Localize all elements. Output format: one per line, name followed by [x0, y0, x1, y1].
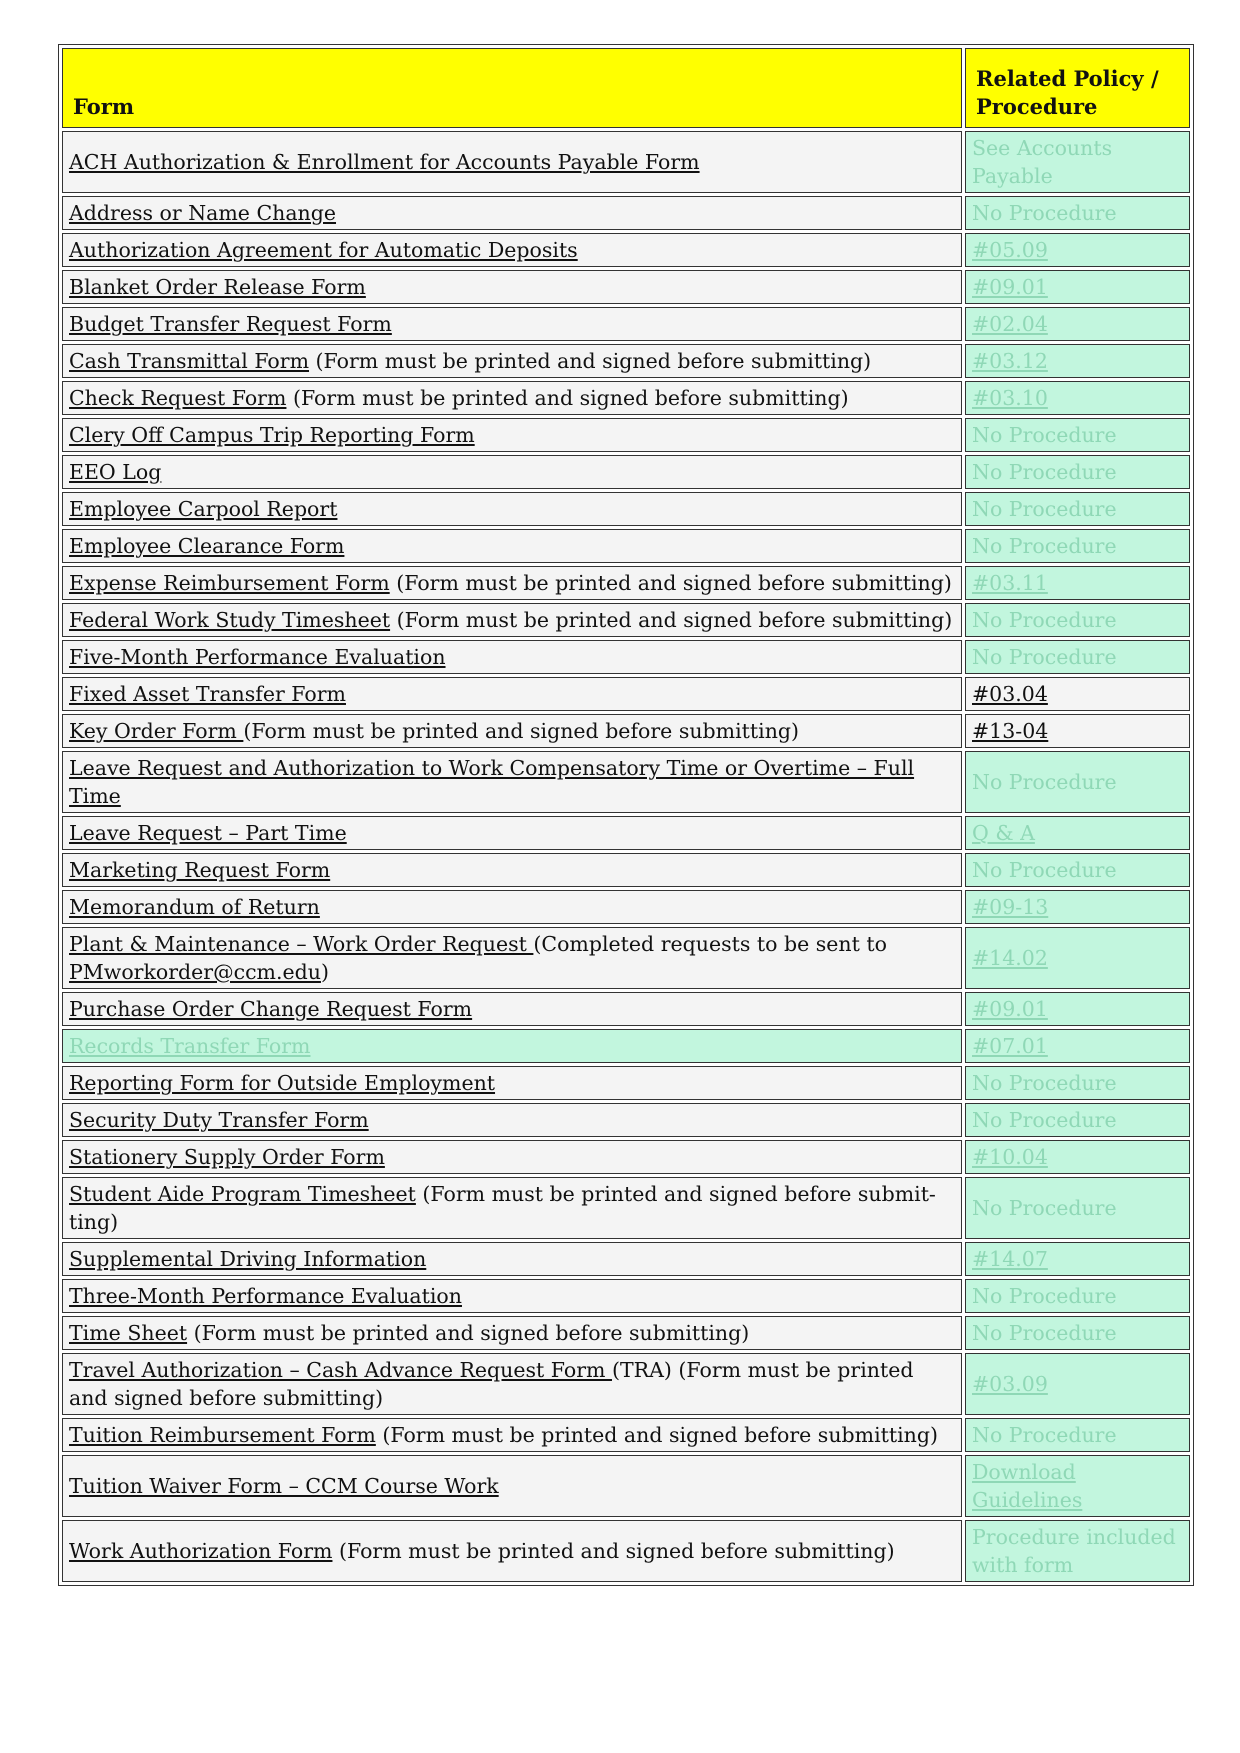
policy-cell — [965, 1418, 1190, 1452]
form-note: (Form must be printed and signed before submitting) — [243, 719, 800, 743]
form-link[interactable]: Student Aide Program Timesheet — [69, 1182, 416, 1206]
policy-cell — [965, 1177, 1190, 1239]
policy-link[interactable]: #03.10 — [972, 386, 1048, 410]
policy-cell — [965, 381, 1190, 415]
form-link[interactable]: Address or Name Change — [69, 201, 337, 225]
policy-text: No Procedure — [972, 770, 1117, 794]
table-row — [62, 381, 1190, 415]
form-note: (Form must be printed and signed before submitting) — [389, 571, 952, 595]
policy-cell — [965, 1066, 1190, 1100]
policy-cell — [965, 751, 1190, 813]
policy-link[interactable]: #05.09 — [972, 238, 1048, 262]
form-note: (Form must be printed and signed before submit-ting) — [69, 1182, 936, 1234]
form-link[interactable]: Expense Reimbursement Form — [69, 571, 390, 595]
policy-cell — [965, 455, 1190, 489]
form-cell — [62, 196, 962, 230]
form-link[interactable]: Check Request Form — [69, 386, 287, 410]
table-row — [62, 677, 1190, 711]
policy-link[interactable]: #03.09 — [972, 1372, 1048, 1396]
policy-cell — [965, 927, 1190, 989]
header-row — [62, 48, 1190, 128]
table-row — [62, 270, 1190, 304]
policy-text: No Procedure — [972, 423, 1117, 447]
policy-cell — [965, 418, 1190, 452]
form-link[interactable]: Marketing Request Form — [69, 858, 331, 882]
policy-link[interactable]: #09-13 — [972, 895, 1049, 919]
form-cell — [62, 603, 962, 637]
table-row — [62, 714, 1190, 748]
form-link[interactable]: Employee Carpool Report — [69, 497, 338, 521]
policy-link[interactable]: #02.04 — [972, 312, 1048, 336]
form-note: (Form must be printed and signed before submitting) — [187, 1321, 750, 1345]
table-row — [62, 927, 1190, 989]
policy-link[interactable]: #14.02 — [972, 946, 1048, 970]
table-row — [62, 1177, 1190, 1239]
form-link[interactable]: Leave Request and Authorization to Work Compensatory Time or Overtime – Full Time — [69, 756, 915, 808]
form-note: (Form must be printed and signed before submitting) — [309, 349, 872, 373]
form-link[interactable]: Security Duty Transfer Form — [69, 1108, 369, 1132]
table-row — [62, 233, 1190, 267]
policy-cell — [965, 1279, 1190, 1313]
table-row — [62, 1520, 1190, 1582]
form-link[interactable]: EEO Log — [69, 460, 162, 484]
policy-link[interactable]: #09.01 — [972, 275, 1048, 299]
policy-text: No Procedure — [972, 1108, 1117, 1132]
form-cell — [62, 418, 962, 452]
policy-cell — [965, 492, 1190, 526]
form-note: (Form must be printed and signed before submitting) — [375, 1423, 939, 1447]
policy-text: Procedure included with form — [972, 1525, 1176, 1577]
form-link[interactable]: Travel Authorization – Cash Advance Request Form — [69, 1358, 612, 1382]
form-cell — [62, 566, 962, 600]
form-link[interactable]: Cash Transmittal Form — [69, 349, 310, 373]
table-row — [62, 566, 1190, 600]
form-note: (Form must be printed and signed before submitting) — [390, 608, 953, 632]
policy-text: No Procedure — [972, 534, 1117, 558]
policy-text: See Accounts Payable — [972, 136, 1113, 188]
form-cell — [62, 131, 962, 193]
policy-text: No Procedure — [972, 201, 1117, 225]
form-cell — [62, 992, 962, 1026]
form-cell — [62, 455, 962, 489]
form-note: (Form must be printed and signed before submitting) — [286, 386, 849, 410]
form-cell — [62, 1140, 962, 1174]
policy-text: No Procedure — [972, 1423, 1117, 1447]
policy-cell — [965, 196, 1190, 230]
policy-cell — [965, 640, 1190, 674]
table-row — [62, 890, 1190, 924]
policy-cell — [965, 566, 1190, 600]
policy-cell — [965, 307, 1190, 341]
table-row — [62, 1353, 1190, 1415]
form-link[interactable]: Authorization Agreement for Automatic Deposits — [69, 238, 578, 262]
form-cell — [62, 233, 962, 267]
policy-cell — [965, 233, 1190, 267]
policy-cell — [965, 131, 1190, 193]
policy-link[interactable]: #14.07 — [972, 1247, 1048, 1271]
policy-text: No Procedure — [972, 1284, 1117, 1308]
form-cell — [62, 381, 962, 415]
table-row — [62, 1418, 1190, 1452]
form-cell — [62, 1029, 962, 1063]
policy-text: No Procedure — [972, 497, 1117, 521]
form-cell — [62, 714, 962, 748]
policy-text: No Procedure — [972, 460, 1117, 484]
policy-cell — [965, 1520, 1190, 1582]
table-row — [62, 492, 1190, 526]
table-row — [62, 1029, 1190, 1063]
form-cell — [62, 1520, 962, 1582]
forms-table — [58, 44, 1194, 1586]
policy-link[interactable]: #03.12 — [972, 349, 1048, 373]
policy-link[interactable]: Q & A — [972, 821, 1035, 845]
form-cell — [62, 640, 962, 674]
form-cell — [62, 927, 962, 989]
policy-cell — [965, 270, 1190, 304]
form-link[interactable]: Purchase Order Change Request Form — [69, 997, 473, 1021]
policy-cell — [965, 344, 1190, 378]
policy-link[interactable]: Download Guidelines — [972, 1460, 1083, 1512]
table-row — [62, 603, 1190, 637]
form-cell — [62, 1066, 962, 1100]
table-row — [62, 418, 1190, 452]
form-link[interactable]: Memorandum of Return — [69, 895, 320, 919]
table-row — [62, 1242, 1190, 1276]
table-row — [62, 1140, 1190, 1174]
policy-cell — [965, 529, 1190, 563]
policy-cell — [965, 853, 1190, 887]
form-cell — [62, 1279, 962, 1313]
policy-link[interactable]: #10.04 — [972, 1145, 1048, 1169]
form-link[interactable]: Reporting Form for Outside Employment — [69, 1071, 496, 1095]
form-cell — [62, 751, 962, 813]
form-note: (TRA) (Form must be printed and signed before submitting) — [69, 1358, 914, 1410]
table-row — [62, 751, 1190, 813]
form-link[interactable]: Leave Request – Part Time — [69, 821, 347, 845]
policy-cell — [965, 1353, 1190, 1415]
table-row — [62, 196, 1190, 230]
email-link[interactable]: PMworkorder@ccm.edu — [69, 960, 321, 984]
form-link[interactable]: Time Sheet — [69, 1321, 188, 1345]
form-link[interactable]: Budget Transfer Request Form — [69, 312, 392, 336]
policy-cell — [965, 890, 1190, 924]
form-cell — [62, 1418, 962, 1452]
form-link[interactable]: ACH Authorization & Enrollment for Accounts Payable Form — [69, 150, 700, 174]
form-link[interactable]: Records Transfer Form — [69, 1034, 311, 1058]
policy-cell — [965, 816, 1190, 850]
form-link[interactable]: Federal Work Study Timesheet — [69, 608, 391, 632]
form-link[interactable]: Key Order Form — [69, 719, 244, 743]
policy-cell — [965, 1316, 1190, 1350]
form-cell — [62, 344, 962, 378]
policy-cell — [965, 714, 1190, 748]
form-cell — [62, 677, 962, 711]
form-cell — [62, 270, 962, 304]
policy-text: No Procedure — [972, 608, 1117, 632]
form-note-end: ) — [320, 960, 329, 984]
form-link[interactable]: Stationery Supply Order Form — [69, 1145, 385, 1169]
table-row — [62, 344, 1190, 378]
policy-cell — [965, 1029, 1190, 1063]
policy-link[interactable]: #07.01 — [972, 1034, 1048, 1058]
form-cell — [62, 816, 962, 850]
form-cell — [62, 529, 962, 563]
form-note: (Completed requests to be sent to — [533, 932, 887, 956]
policy-link[interactable]: #13-04 — [972, 719, 1049, 743]
table-row — [62, 816, 1190, 850]
policy-cell — [965, 1140, 1190, 1174]
form-link[interactable]: Three-Month Performance Evaluation — [69, 1284, 462, 1308]
policy-link[interactable]: #03.04 — [972, 682, 1048, 706]
form-link[interactable]: Fixed Asset Transfer Form — [69, 682, 346, 706]
form-cell — [62, 1316, 962, 1350]
form-link[interactable]: Plant & Maintenance – Work Order Request — [69, 932, 534, 956]
form-link[interactable]: Tuition Reimbursement Form — [69, 1423, 376, 1447]
table-row — [62, 1455, 1190, 1517]
table-row — [62, 529, 1190, 563]
form-link[interactable]: Tuition Waiver Form – CCM Course Work — [69, 1474, 499, 1498]
policy-text: No Procedure — [972, 645, 1117, 669]
form-link[interactable]: Work Authorization Form — [69, 1539, 333, 1563]
table-row — [62, 1103, 1190, 1137]
header-policy: Related Policy / Procedure — [965, 48, 1190, 128]
policy-link[interactable]: #03.11 — [972, 571, 1048, 595]
form-cell — [62, 1353, 962, 1415]
form-link[interactable]: Supplemental Driving Information — [69, 1247, 427, 1271]
form-note: (Form must be printed and signed before submitting) — [332, 1539, 895, 1563]
table-body — [62, 131, 1190, 1582]
form-cell — [62, 1455, 962, 1517]
form-cell — [62, 1242, 962, 1276]
form-link[interactable]: Employee Clearance Form — [69, 534, 345, 558]
policy-text: No Procedure — [972, 1321, 1117, 1345]
form-cell — [62, 1177, 962, 1239]
form-cell — [62, 1103, 962, 1137]
table-row — [62, 992, 1190, 1026]
table-row — [62, 307, 1190, 341]
form-cell — [62, 307, 962, 341]
policy-link[interactable]: #09.01 — [972, 997, 1048, 1021]
table-row — [62, 640, 1190, 674]
policy-cell — [965, 603, 1190, 637]
policy-text: No Procedure — [972, 1071, 1117, 1095]
form-cell — [62, 492, 962, 526]
table-row — [62, 853, 1190, 887]
policy-cell — [965, 1103, 1190, 1137]
form-link[interactable]: Clery Off Campus Trip Reporting Form — [69, 423, 475, 447]
table-row — [62, 455, 1190, 489]
table-row — [62, 1279, 1190, 1313]
form-link[interactable]: Blanket Order Release Form — [69, 275, 366, 299]
form-cell — [62, 853, 962, 887]
policy-cell — [965, 1242, 1190, 1276]
form-link[interactable]: Five-Month Performance Evaluation — [69, 645, 446, 669]
policy-text: No Procedure — [972, 858, 1117, 882]
policy-cell — [965, 992, 1190, 1026]
table-row — [62, 1316, 1190, 1350]
table-row — [62, 131, 1190, 193]
form-cell — [62, 890, 962, 924]
table-row — [62, 1066, 1190, 1100]
policy-cell — [965, 677, 1190, 711]
policy-cell — [965, 1455, 1190, 1517]
policy-text: No Procedure — [972, 1196, 1117, 1220]
header-form: Form — [62, 48, 962, 128]
